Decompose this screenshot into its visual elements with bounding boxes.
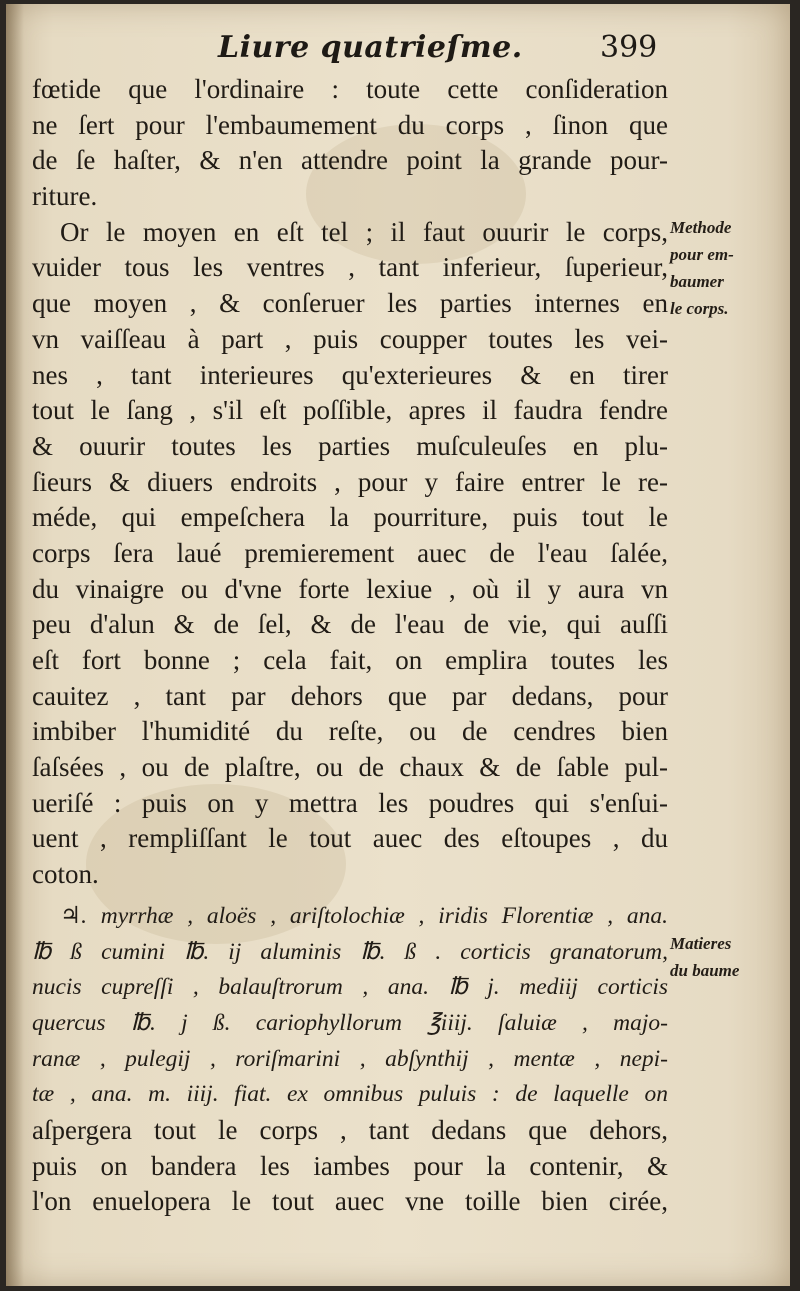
page-spine-shadow	[6, 4, 24, 1286]
margin-note-method	[670, 214, 782, 322]
page-number: 399	[600, 30, 658, 65]
recipe-line: ℔ ß cumini ℔. ij aluminis ℔. ß . corticis granatorum,	[32, 938, 668, 965]
text-line: uent , rempliſſant le tout auec des eſtoupes , du	[32, 823, 668, 854]
text-line: coton.	[32, 859, 99, 890]
margin-note-line: baumer	[670, 272, 724, 291]
running-title: Liure quatrieſme.	[218, 30, 523, 65]
text-line: puis on bandera les iambes pour la contenir, &	[32, 1150, 668, 1181]
recipe-line: ♃. myrrhæ , aloës , ariſtolochiæ , iridis Florentiæ , ana.	[60, 902, 668, 929]
text-line: ueriſé : puis on y mettra les poudres qui s'enſui-	[32, 787, 668, 818]
recipe-line: tæ , ana. m. iiij. fiat. ex omnibus puluis : de laquelle on	[32, 1081, 668, 1108]
text-line: riture.	[32, 181, 98, 212]
recipe-line: nucis cupreſſi , balauſtrorum , ana. ℔ j. mediij corticis	[32, 974, 668, 1001]
text-line: aſpergera tout le corps , tant dedans que dehors,	[32, 1114, 668, 1145]
text-line: du vinaigre ou d'vne forte lexiue , où il y aura vn	[32, 573, 668, 604]
recipe-line: quercus ℔. j ß. cariophyllorum ℥iiij. ſaluiæ , majo-	[32, 1009, 668, 1036]
text-line: imbiber l'humidité du reſte, ou de cendres bien	[32, 716, 668, 747]
text-line: l'on enuelopera le tout auec vne toille bien cirée,	[32, 1186, 668, 1217]
text-line: corps ſera laué premierement auec de l'eau ſalée,	[32, 537, 668, 568]
text-line: nes , tant interieures qu'exterieures & en tirer	[32, 359, 668, 390]
recipe-block	[32, 899, 668, 1220]
text-line: cauitez , tant par dehors que par dedans, pour	[32, 680, 668, 711]
text-line: fœtide que l'ordinaire : toute cette conſideration	[32, 74, 668, 104]
text-line: & ouurir toutes les parties muſculeuſes en plu-	[32, 430, 668, 461]
body-text	[32, 72, 668, 1220]
text-line: ſaſsées , ou de plaſtre, ou de chaux & de ſable pul-	[32, 752, 668, 783]
text-line: Or le moyen en eſt tel ; il faut ouurir le corps,	[60, 216, 668, 247]
margin-note-line: pour em-	[670, 245, 734, 264]
text-line: peu d'alun & de ſel, & de l'eau de vie, qui auſſi	[32, 609, 668, 640]
book-page	[6, 4, 790, 1286]
text-line: eſt fort bonne ; cela fait, on emplira toutes les	[32, 645, 668, 675]
margin-note-line: le corps.	[670, 299, 729, 318]
text-line: vn vaiſſeau à part , puis coupper toutes les vei-	[32, 323, 668, 354]
text-line: ne ſert pour l'embaumement du corps , ſinon que	[32, 109, 668, 140]
text-line: que moyen , & conſeruer les parties internes en	[32, 288, 668, 319]
text-line: ſieurs & diuers endroits , pour y faire entrer le re-	[32, 466, 668, 497]
recipe-line: ranæ , pulegij , roriſmarini , abſynthij , mentæ , nepi-	[32, 1045, 668, 1072]
text-line: tout le ſang , s'il eſt poſſible, apres il faudra fendre	[32, 395, 668, 426]
text-line: vuider tous les ventres , tant inferieur, ſuperieur,	[32, 252, 668, 283]
margin-note-line: du baume	[670, 961, 740, 980]
text-line: de ſe haſter, & n'en attendre point la grande pour-	[32, 145, 668, 176]
page-header	[6, 26, 790, 70]
margin-note-materials	[670, 930, 782, 984]
margin-note-line: Methode	[670, 218, 732, 237]
text-line: méde, qui empeſchera la pourriture, puis tout le	[32, 502, 668, 533]
margin-note-line: Matieres	[670, 934, 732, 953]
